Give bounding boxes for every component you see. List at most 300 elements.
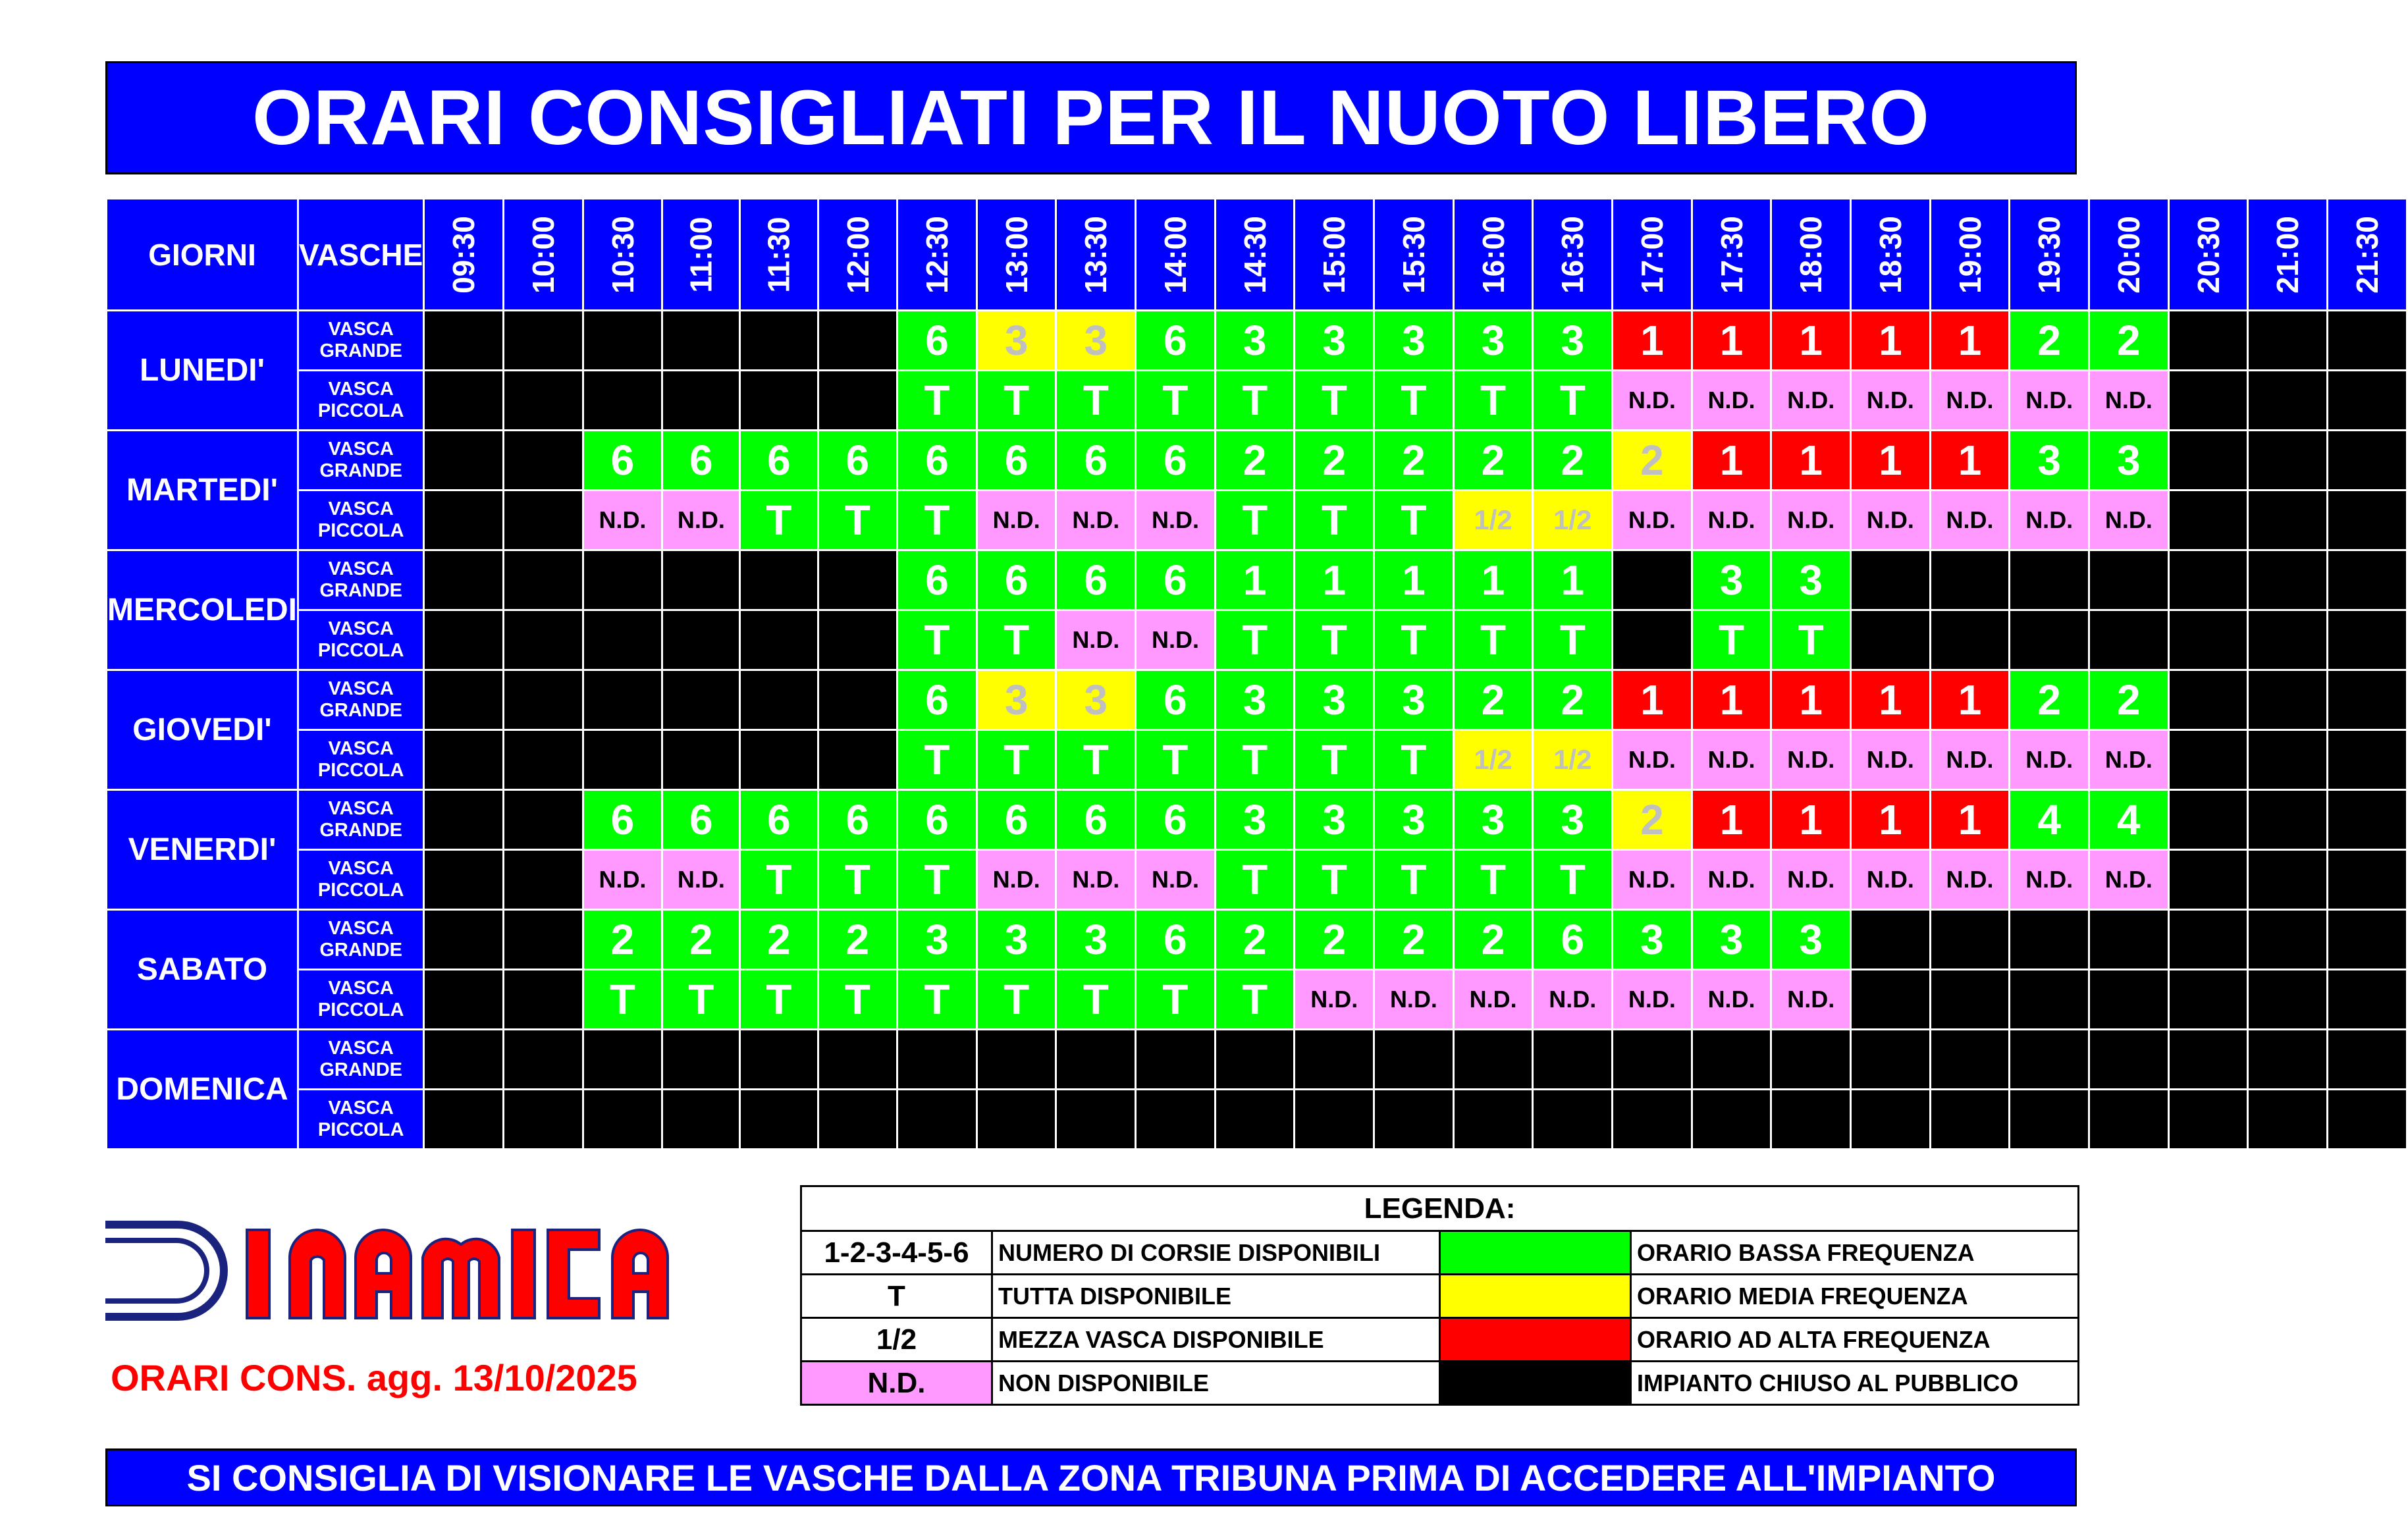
schedule-cell: 3 <box>1374 790 1454 850</box>
schedule-cell: T <box>1136 371 1216 431</box>
schedule-cell <box>2089 910 2169 970</box>
schedule-cell <box>503 1030 583 1090</box>
schedule-cell: 6 <box>740 431 818 491</box>
time-label: 13:30 <box>1079 215 1113 294</box>
schedule-cell: 6 <box>897 431 977 491</box>
schedule-cell <box>2248 1030 2328 1090</box>
schedule-cell: N.D. <box>1851 371 1931 431</box>
day-label: MERCOLEDI <box>107 550 298 670</box>
schedule-cell: N.D. <box>1692 730 1771 790</box>
schedule-cell: N.D. <box>1613 491 1692 550</box>
schedule-cell <box>818 371 897 431</box>
schedule-cell: T <box>818 491 897 550</box>
schedule-cell: N.D. <box>1533 970 1613 1030</box>
schedule-cell: N.D. <box>1374 970 1454 1030</box>
schedule-table <box>105 198 2408 1150</box>
update-date-text: ORARI CONS. agg. 13/10/2025 <box>111 1357 637 1398</box>
time-header <box>1374 199 1454 311</box>
schedule-cell: 6 <box>1056 431 1136 491</box>
schedule-row <box>107 790 2407 850</box>
schedule-cell <box>662 1090 740 1150</box>
schedule-cell: 1 <box>1533 550 1613 610</box>
schedule-cell <box>2248 970 2328 1030</box>
time-label: 15:00 <box>1317 215 1352 294</box>
day-label: MARTEDI' <box>107 431 298 550</box>
schedule-cell: N.D. <box>1692 371 1771 431</box>
time-label: 20:00 <box>2111 215 2146 294</box>
schedule-cell: N.D. <box>1613 850 1692 910</box>
schedule-cell: 1 <box>1453 550 1533 610</box>
schedule-cell: N.D. <box>1851 850 1931 910</box>
schedule-cell: 3 <box>1692 910 1771 970</box>
legend-description: TUTTA DISPONIBILE <box>992 1275 1440 1318</box>
schedule-cell <box>2327 910 2407 970</box>
schedule-cell: N.D. <box>1771 850 1851 910</box>
schedule-cell: T <box>1295 491 1374 550</box>
schedule-cell <box>583 730 662 790</box>
schedule-cell <box>424 850 504 910</box>
schedule-cell <box>503 850 583 910</box>
schedule-cell <box>2168 431 2248 491</box>
schedule-cell: T <box>977 371 1056 431</box>
schedule-cell: 3 <box>1056 670 1136 730</box>
time-header <box>1215 199 1295 311</box>
schedule-cell <box>2010 610 2089 670</box>
schedule-cell: 3 <box>1374 311 1454 371</box>
schedule-cell <box>2248 730 2328 790</box>
schedule-cell: 2 <box>1374 910 1454 970</box>
schedule-cell <box>1930 610 2010 670</box>
dinamica-logo <box>105 1218 790 1323</box>
schedule-cell: 3 <box>1453 311 1533 371</box>
schedule-cell <box>583 550 662 610</box>
schedule-cell: 1 <box>1851 431 1931 491</box>
time-header <box>424 199 504 311</box>
schedule-cell: 1 <box>1295 550 1374 610</box>
schedule-cell: T <box>897 491 977 550</box>
schedule-cell: N.D. <box>2089 730 2169 790</box>
schedule-cell <box>1215 1030 1295 1090</box>
schedule-row <box>107 550 2407 610</box>
schedule-cell <box>740 1030 818 1090</box>
time-label: 14:30 <box>1237 215 1272 294</box>
schedule-cell <box>583 670 662 730</box>
legend-row <box>801 1362 2079 1405</box>
time-label: 18:00 <box>1794 215 1829 294</box>
schedule-cell: T <box>897 850 977 910</box>
schedule-cell <box>2010 1030 2089 1090</box>
schedule-cell: N.D. <box>2010 371 2089 431</box>
schedule-cell <box>2327 491 2407 550</box>
schedule-cell: T <box>1374 850 1454 910</box>
time-label: 12:30 <box>920 215 954 294</box>
pool-label: VASCA PICCOLA <box>298 1090 424 1150</box>
schedule-cell: 6 <box>1136 550 1216 610</box>
schedule-cell: 1 <box>1930 431 2010 491</box>
time-header <box>1930 199 2010 311</box>
schedule-cell <box>740 550 818 610</box>
schedule-cell: T <box>1215 610 1295 670</box>
schedule-cell: T <box>1453 371 1533 431</box>
time-label: 11:30 <box>761 216 796 293</box>
schedule-cell: N.D. <box>2010 730 2089 790</box>
schedule-cell: N.D. <box>662 491 740 550</box>
time-header <box>1613 199 1692 311</box>
schedule-cell: 2 <box>1453 910 1533 970</box>
schedule-cell: N.D. <box>583 491 662 550</box>
schedule-cell: 2 <box>818 910 897 970</box>
schedule-row <box>107 1090 2407 1150</box>
schedule-cell <box>1136 1030 1216 1090</box>
schedule-cell <box>818 1030 897 1090</box>
schedule-cell <box>1215 1090 1295 1150</box>
schedule-cell <box>2168 371 2248 431</box>
schedule-cell <box>1930 1030 2010 1090</box>
schedule-cell <box>818 730 897 790</box>
schedule-cell: 1 <box>1374 550 1454 610</box>
schedule-cell: T <box>662 970 740 1030</box>
schedule-cell: 1 <box>1851 790 1931 850</box>
pool-label: VASCA PICCOLA <box>298 610 424 670</box>
schedule-cell: 3 <box>1771 910 1851 970</box>
schedule-cell <box>2168 491 2248 550</box>
schedule-cell <box>2327 550 2407 610</box>
schedule-cell: T <box>1295 850 1374 910</box>
schedule-cell: 1 <box>1930 311 2010 371</box>
schedule-cell: N.D. <box>1692 491 1771 550</box>
time-label: 19:30 <box>2032 215 2067 294</box>
time-header <box>1533 199 1613 311</box>
logo-letters <box>247 1230 668 1318</box>
schedule-cell: 6 <box>818 790 897 850</box>
schedule-cell <box>503 491 583 550</box>
schedule-cell: 3 <box>1215 790 1295 850</box>
schedule-cell <box>1533 1090 1613 1150</box>
schedule-cell <box>740 670 818 730</box>
schedule-cell <box>583 1090 662 1150</box>
schedule-cell: 2 <box>662 910 740 970</box>
schedule-cell: T <box>1374 371 1454 431</box>
schedule-cell: T <box>1215 371 1295 431</box>
schedule-cell <box>662 550 740 610</box>
schedule-cell: N.D. <box>1930 371 2010 431</box>
schedule-cell <box>662 670 740 730</box>
schedule-cell: N.D. <box>1692 850 1771 910</box>
schedule-cell <box>740 610 818 670</box>
schedule-cell <box>2089 610 2169 670</box>
schedule-cell: 6 <box>1056 550 1136 610</box>
schedule-cell <box>1136 1090 1216 1150</box>
schedule-cell <box>2327 970 2407 1030</box>
schedule-cell: T <box>1136 730 1216 790</box>
schedule-cell: 1 <box>1771 790 1851 850</box>
schedule-cell: N.D. <box>1136 850 1216 910</box>
schedule-cell <box>1930 1090 2010 1150</box>
schedule-cell: T <box>1056 730 1136 790</box>
legend-table <box>800 1185 2079 1406</box>
schedule-cell: 3 <box>1295 790 1374 850</box>
schedule-cell <box>2248 431 2328 491</box>
schedule-cell <box>662 1030 740 1090</box>
schedule-row <box>107 850 2407 910</box>
schedule-cell <box>2327 730 2407 790</box>
schedule-cell <box>2327 670 2407 730</box>
schedule-cell <box>2248 491 2328 550</box>
time-header <box>1056 199 1136 311</box>
time-label: 12:00 <box>840 215 875 294</box>
schedule-cell: 2 <box>1374 431 1454 491</box>
schedule-cell: N.D. <box>1692 970 1771 1030</box>
schedule-cell: N.D. <box>2089 850 2169 910</box>
schedule-cell: T <box>977 610 1056 670</box>
pool-label: VASCA GRANDE <box>298 910 424 970</box>
schedule-row <box>107 371 2407 431</box>
schedule-cell <box>2327 1030 2407 1090</box>
day-label: LUNEDI' <box>107 311 298 431</box>
schedule-cell <box>2168 790 2248 850</box>
schedule-cell <box>2327 311 2407 371</box>
schedule-cell: T <box>1453 850 1533 910</box>
schedule-cell: 6 <box>1136 790 1216 850</box>
schedule-cell: T <box>1136 970 1216 1030</box>
schedule-cell <box>2168 910 2248 970</box>
schedule-cell <box>2248 850 2328 910</box>
schedule-cell <box>1851 970 1931 1030</box>
schedule-cell <box>2168 850 2248 910</box>
schedule-cell: 6 <box>662 790 740 850</box>
schedule-cell <box>503 730 583 790</box>
schedule-cell: 1 <box>1771 431 1851 491</box>
schedule-cell <box>1851 1030 1931 1090</box>
schedule-cell: 1 <box>1692 670 1771 730</box>
schedule-cell: N.D. <box>977 491 1056 550</box>
schedule-cell: 3 <box>1533 790 1613 850</box>
time-header <box>2010 199 2089 311</box>
schedule-cell: 3 <box>1533 311 1613 371</box>
legend-description: NUMERO DI CORSIE DISPONIBILI <box>992 1231 1440 1275</box>
time-label: 17:30 <box>1714 215 1749 294</box>
schedule-cell <box>424 610 504 670</box>
schedule-cell <box>1851 610 1931 670</box>
schedule-cell: N.D. <box>1056 850 1136 910</box>
schedule-cell <box>2168 1030 2248 1090</box>
schedule-cell <box>897 1030 977 1090</box>
schedule-cell <box>503 371 583 431</box>
pools-column-header: VASCHE <box>298 199 424 311</box>
schedule-cell: N.D. <box>583 850 662 910</box>
schedule-cell: T <box>1215 850 1295 910</box>
schedule-cell <box>1930 910 2010 970</box>
schedule-cell <box>424 371 504 431</box>
schedule-cell: 2 <box>1533 670 1613 730</box>
pool-label: VASCA GRANDE <box>298 550 424 610</box>
schedule-cell: 6 <box>977 790 1056 850</box>
legend-title: LEGENDA: <box>801 1186 2079 1231</box>
schedule-cell <box>2010 970 2089 1030</box>
schedule-cell <box>2168 550 2248 610</box>
schedule-cell: 2 <box>583 910 662 970</box>
schedule-cell <box>503 1090 583 1150</box>
day-label: DOMENICA <box>107 1030 298 1150</box>
schedule-cell: 3 <box>1056 910 1136 970</box>
schedule-cell: 1 <box>1930 790 2010 850</box>
schedule-cell: T <box>1295 730 1374 790</box>
schedule-cell: 1 <box>1613 311 1692 371</box>
schedule-cell: T <box>818 850 897 910</box>
schedule-cell <box>2168 670 2248 730</box>
schedule-cell: T <box>1533 850 1613 910</box>
schedule-cell <box>424 670 504 730</box>
schedule-cell <box>977 1030 1056 1090</box>
pool-label: VASCA GRANDE <box>298 311 424 371</box>
schedule-cell: 6 <box>662 431 740 491</box>
schedule-row <box>107 910 2407 970</box>
legend-symbol: 1-2-3-4-5-6 <box>801 1231 992 1275</box>
schedule-row <box>107 670 2407 730</box>
time-header <box>583 199 662 311</box>
time-label: 17:00 <box>1634 215 1669 294</box>
schedule-cell <box>2327 610 2407 670</box>
schedule-cell: T <box>1533 371 1613 431</box>
schedule-cell <box>424 910 504 970</box>
time-label: 14:00 <box>1158 215 1192 294</box>
schedule-cell: N.D. <box>2010 491 2089 550</box>
schedule-cell: T <box>740 850 818 910</box>
schedule-cell: 2 <box>1295 910 1374 970</box>
schedule-cell: 6 <box>977 550 1056 610</box>
schedule-cell: N.D. <box>1771 491 1851 550</box>
schedule-cell: T <box>1692 610 1771 670</box>
schedule-cell: 1 <box>1851 670 1931 730</box>
time-header <box>1851 199 1931 311</box>
schedule-cell: 6 <box>583 790 662 850</box>
schedule-cell: 2 <box>2010 670 2089 730</box>
schedule-cell <box>1771 1030 1851 1090</box>
schedule-cell: T <box>740 970 818 1030</box>
time-label: 20:30 <box>2191 215 2226 294</box>
schedule-cell: T <box>897 371 977 431</box>
schedule-cell <box>424 730 504 790</box>
schedule-cell <box>1295 1090 1374 1150</box>
time-label: 16:00 <box>1476 215 1511 294</box>
pool-label: VASCA PICCOLA <box>298 491 424 550</box>
schedule-cell: 3 <box>977 311 1056 371</box>
schedule-cell <box>2248 670 2328 730</box>
time-header <box>662 199 740 311</box>
schedule-cell: 2 <box>2010 311 2089 371</box>
schedule-cell: N.D. <box>1851 730 1931 790</box>
schedule-row <box>107 970 2407 1030</box>
pool-label: VASCA GRANDE <box>298 431 424 491</box>
schedule-cell: 4 <box>2089 790 2169 850</box>
legend-swatch-label: ORARIO MEDIA FREQUENZA <box>1631 1275 2079 1318</box>
schedule-cell <box>1692 1030 1771 1090</box>
days-column-header: GIORNI <box>107 199 298 311</box>
schedule-cell <box>2168 730 2248 790</box>
schedule-cell <box>424 790 504 850</box>
schedule-cell <box>2010 910 2089 970</box>
schedule-cell: 1 <box>1851 311 1931 371</box>
time-header <box>740 199 818 311</box>
schedule-row <box>107 1030 2407 1090</box>
schedule-cell: 1/2 <box>1453 730 1533 790</box>
schedule-cell: N.D. <box>662 850 740 910</box>
schedule-cell: 6 <box>1533 910 1613 970</box>
schedule-cell <box>2089 1090 2169 1150</box>
schedule-cell <box>503 970 583 1030</box>
schedule-cell <box>1453 1030 1533 1090</box>
schedule-cell <box>1613 1030 1692 1090</box>
schedule-cell: 2 <box>1533 431 1613 491</box>
schedule-cell: T <box>977 970 1056 1030</box>
schedule-cell: T <box>1056 371 1136 431</box>
schedule-cell <box>503 550 583 610</box>
schedule-cell: 1 <box>1613 670 1692 730</box>
schedule-row <box>107 730 2407 790</box>
schedule-cell: T <box>1453 610 1533 670</box>
schedule-cell <box>1056 1030 1136 1090</box>
schedule-cell: T <box>897 730 977 790</box>
schedule-cell <box>1930 970 2010 1030</box>
schedule-cell: N.D. <box>1056 491 1136 550</box>
schedule-cell <box>1533 1030 1613 1090</box>
schedule-cell <box>2248 311 2328 371</box>
schedule-cell: T <box>1771 610 1851 670</box>
time-label: 13:00 <box>999 215 1034 294</box>
pool-label: VASCA GRANDE <box>298 1030 424 1090</box>
schedule-cell: 1 <box>1692 431 1771 491</box>
schedule-cell: N.D. <box>1295 970 1374 1030</box>
day-label: SABATO <box>107 910 298 1030</box>
schedule-body <box>107 311 2407 1150</box>
time-label: 21:30 <box>2349 215 2384 294</box>
time-label: 18:30 <box>1873 215 1908 294</box>
schedule-cell <box>818 670 897 730</box>
schedule-cell: T <box>897 610 977 670</box>
day-label: GIOVEDI' <box>107 670 298 790</box>
time-header <box>1295 199 1374 311</box>
schedule-cell: 1 <box>1692 790 1771 850</box>
schedule-cell: 3 <box>1215 311 1295 371</box>
schedule-cell <box>2010 1090 2089 1150</box>
schedule-cell: 6 <box>977 431 1056 491</box>
schedule-cell: T <box>1215 491 1295 550</box>
schedule-cell: 6 <box>1056 790 1136 850</box>
day-label: VENERDI' <box>107 790 298 910</box>
schedule-cell: 1 <box>1771 311 1851 371</box>
schedule-cell <box>1613 610 1692 670</box>
schedule-cell <box>1692 1090 1771 1150</box>
schedule-cell <box>503 311 583 371</box>
schedule-cell: N.D. <box>1136 610 1216 670</box>
schedule-cell: 2 <box>1613 431 1692 491</box>
schedule-cell: N.D. <box>1930 491 2010 550</box>
legend-color-swatch <box>1440 1362 1631 1405</box>
schedule-cell <box>583 610 662 670</box>
schedule-cell: N.D. <box>1056 610 1136 670</box>
schedule-cell <box>2168 311 2248 371</box>
time-label: 16:30 <box>1555 215 1590 294</box>
schedule-cell <box>740 1090 818 1150</box>
schedule-cell: N.D. <box>1613 970 1692 1030</box>
legend-color-swatch <box>1440 1318 1631 1362</box>
schedule-cell: N.D. <box>1771 371 1851 431</box>
schedule-cell <box>1453 1090 1533 1150</box>
schedule-cell: T <box>1295 371 1374 431</box>
schedule-cell <box>818 550 897 610</box>
schedule-cell <box>662 610 740 670</box>
legend-description: MEZZA VASCA DISPONIBILE <box>992 1318 1440 1362</box>
